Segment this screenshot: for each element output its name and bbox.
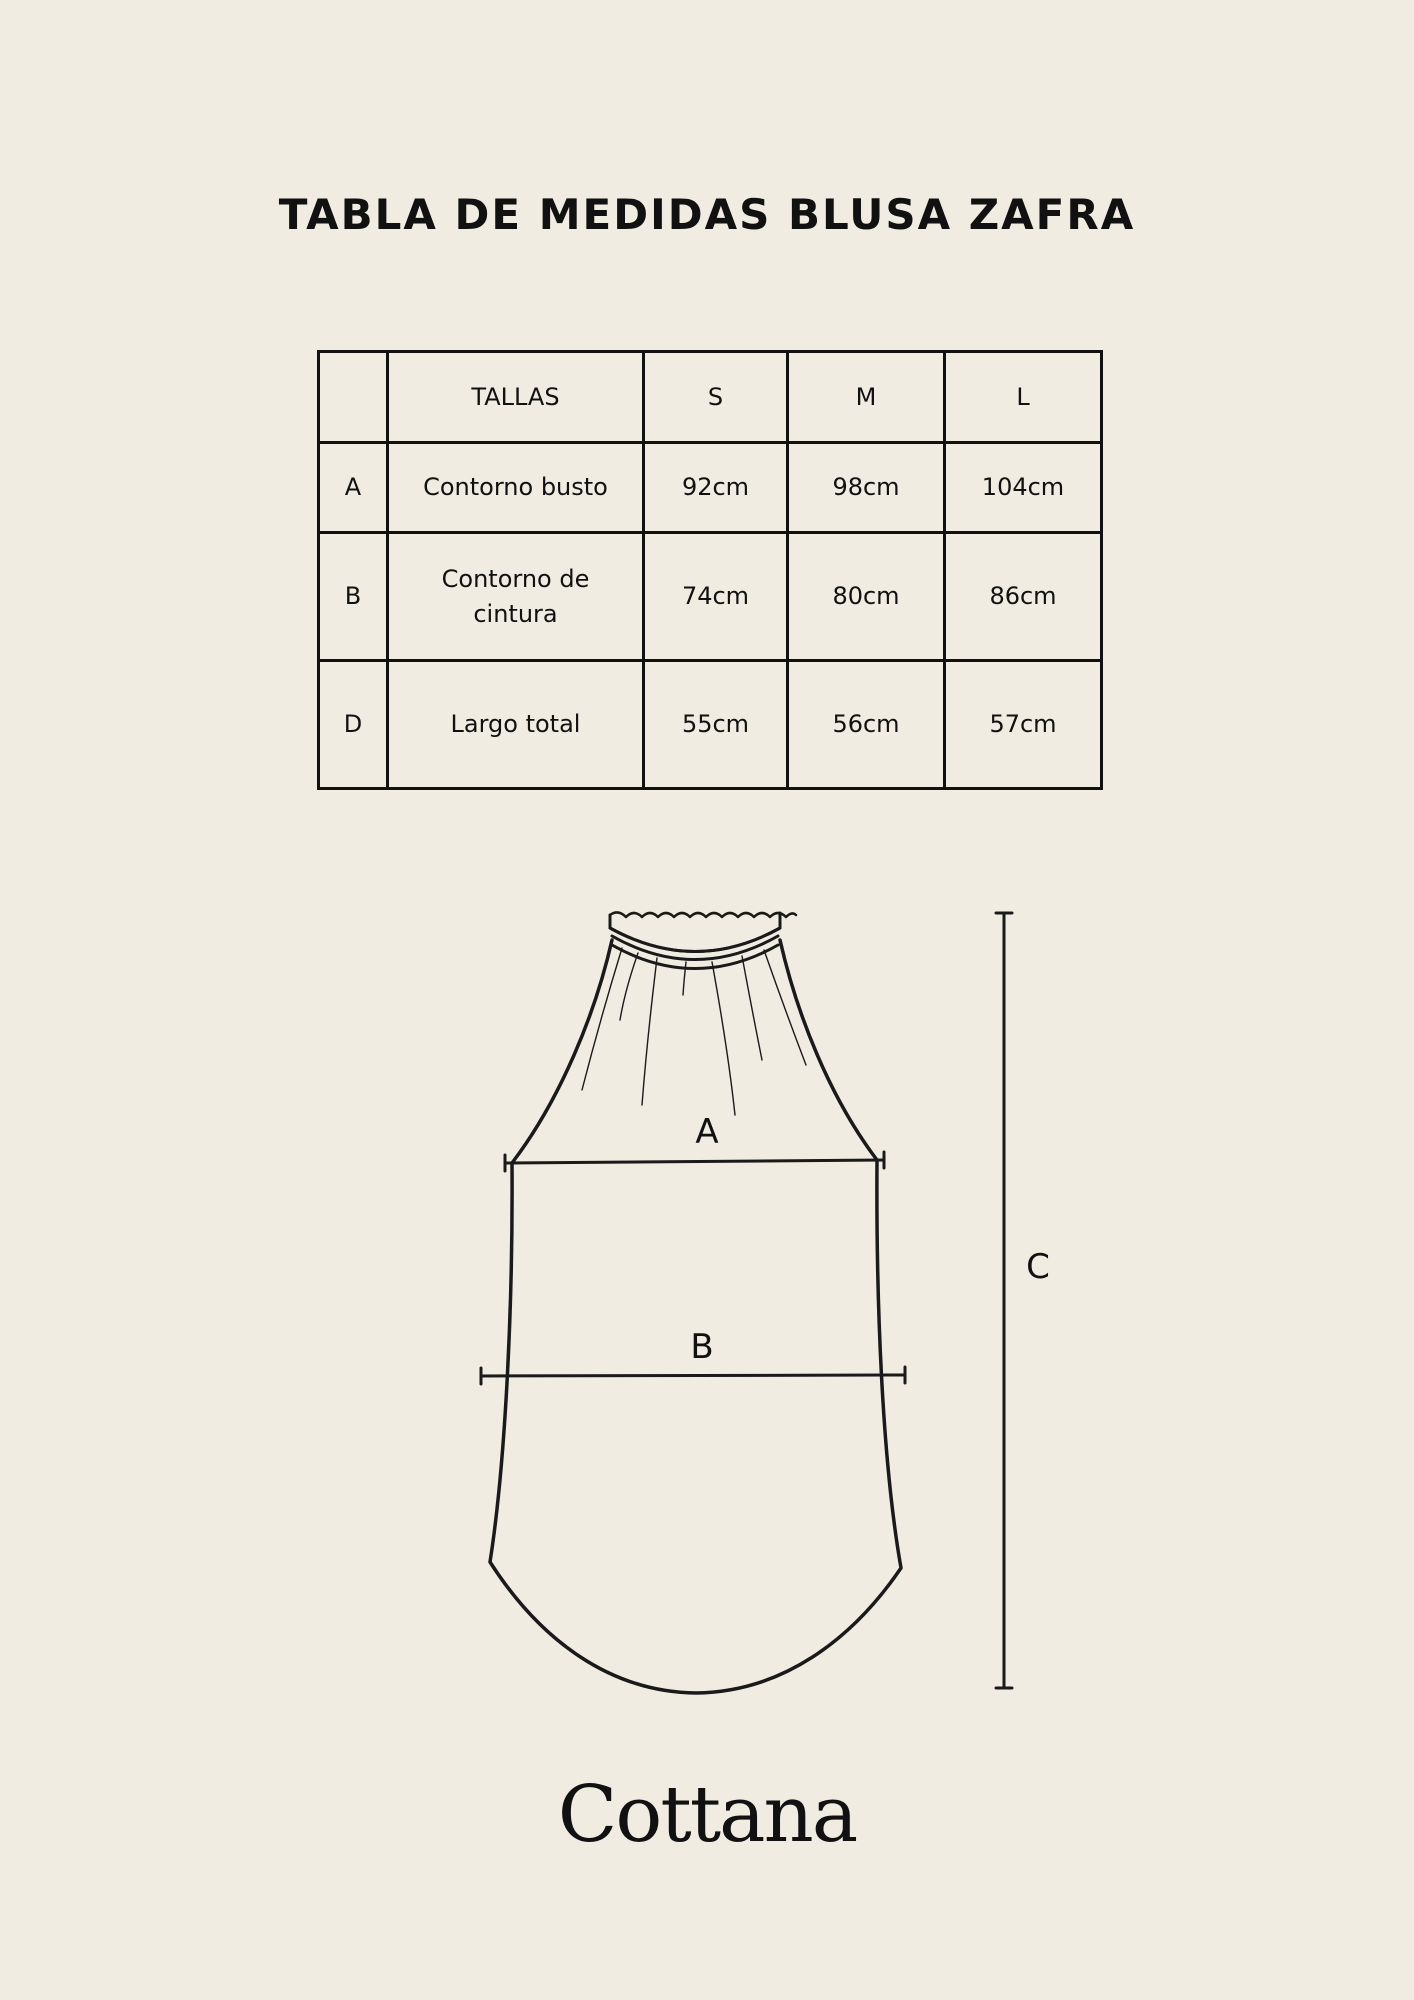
row-value-m: 98cm xyxy=(788,443,945,533)
row-label: Contorno de cintura xyxy=(388,533,644,661)
brand-logo: Cottana xyxy=(557,1770,857,1860)
row-code: B xyxy=(319,533,388,661)
row-code: D xyxy=(319,661,388,789)
page-title: TABLA DE MEDIDAS BLUSA ZAFRA xyxy=(278,190,1136,239)
header-size-l: L xyxy=(945,352,1102,443)
row-value-l: 104cm xyxy=(945,443,1102,533)
header-label-cell: TALLAS xyxy=(388,352,644,443)
row-value-m: 56cm xyxy=(788,661,945,789)
gather-lines xyxy=(582,948,806,1115)
row-value-s: 74cm xyxy=(644,533,788,661)
row-value-s: 55cm xyxy=(644,661,788,789)
measure-line-a xyxy=(505,1152,884,1171)
measure-line-b xyxy=(481,1367,905,1384)
label-c: C xyxy=(1026,1247,1050,1287)
row-label: Contorno busto xyxy=(388,443,644,533)
label-a: A xyxy=(695,1112,719,1152)
row-code: A xyxy=(319,443,388,533)
row-value-l: 57cm xyxy=(945,661,1102,789)
label-b: B xyxy=(690,1327,714,1367)
garment-outline xyxy=(490,940,901,1693)
row-value-m: 80cm xyxy=(788,533,945,661)
row-value-l: 86cm xyxy=(945,533,1102,661)
row-value-s: 92cm xyxy=(644,443,788,533)
header-size-m: M xyxy=(788,352,945,443)
header-size-s: S xyxy=(644,352,788,443)
row-label: Largo total xyxy=(388,661,644,789)
measure-line-c xyxy=(996,913,1012,1688)
